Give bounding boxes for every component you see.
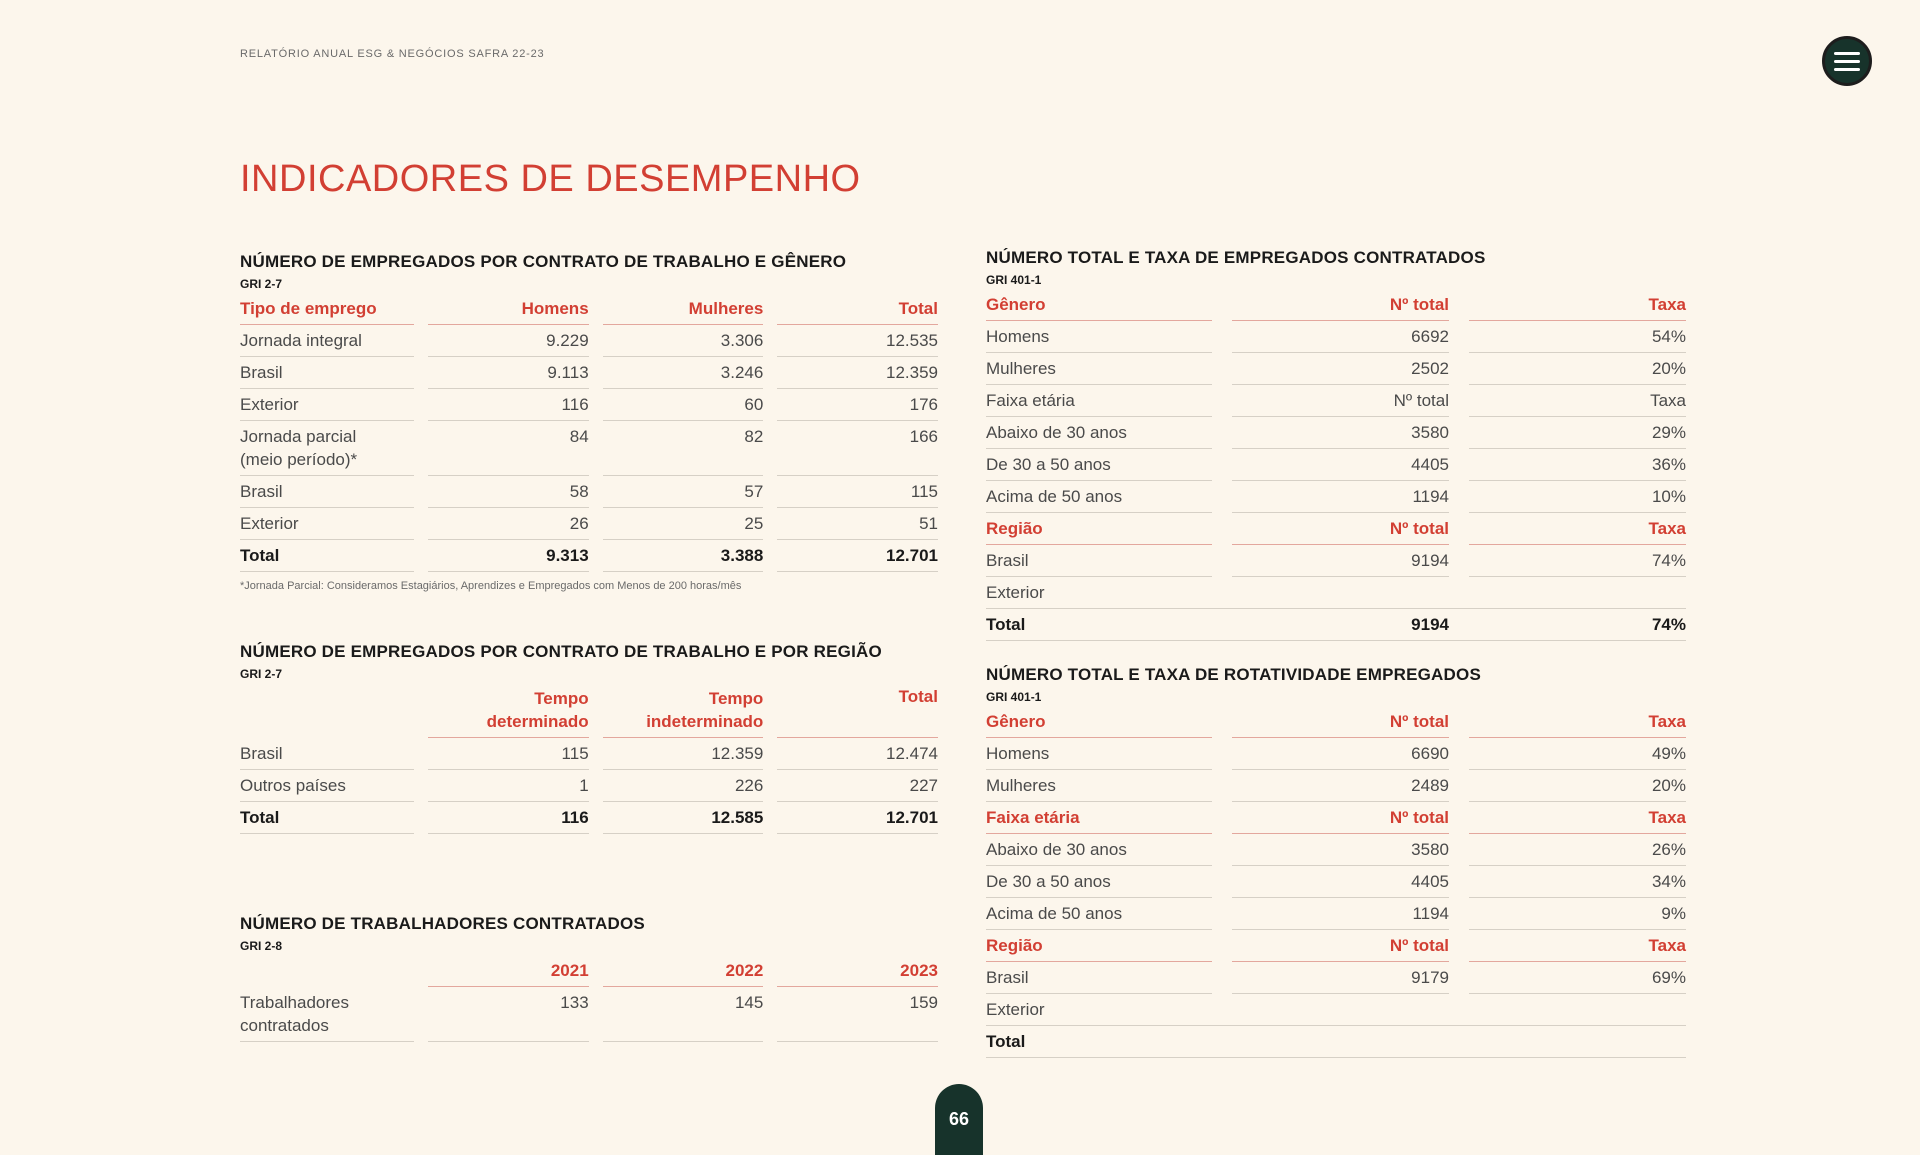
table-row (240, 357, 938, 389)
table-row (986, 834, 1686, 866)
cell: Região (986, 513, 1212, 545)
table-row (986, 449, 1686, 481)
cell: 145 (603, 987, 764, 1042)
cell: Brasil (240, 738, 414, 770)
table-row (240, 770, 938, 802)
cell: Nº total (1232, 385, 1449, 417)
cell: 1194 (1232, 481, 1449, 513)
cell: 3580 (1232, 417, 1449, 449)
cell: Total (986, 609, 1212, 641)
cell: Homens (986, 321, 1212, 353)
table-header-row (240, 295, 938, 325)
table-row (986, 577, 1686, 609)
table-row (986, 898, 1686, 930)
column-header (240, 957, 414, 987)
cell: 1 (428, 770, 589, 802)
column-header: Nº total (1232, 708, 1449, 738)
table-row (240, 389, 938, 421)
cell: 3580 (1232, 834, 1449, 866)
cell: 60 (603, 389, 764, 421)
table-row (240, 987, 938, 1042)
cell: De 30 a 50 anos (986, 449, 1212, 481)
table-title: NÚMERO TOTAL E TAXA DE ROTATIVIDADE EMPREGADOS (986, 665, 1481, 684)
table-header-row (986, 708, 1686, 738)
cell: 2502 (1232, 353, 1449, 385)
table-employees-by-contract-region (240, 642, 938, 834)
cell: 9194 (1232, 545, 1449, 577)
cell: 6690 (1232, 738, 1449, 770)
cell: 84 (428, 421, 589, 476)
cell: 2489 (1232, 770, 1449, 802)
cell: 69% (1469, 962, 1686, 994)
cell: 115 (428, 738, 589, 770)
cell: Total (240, 802, 414, 834)
cell: Taxa (1469, 802, 1686, 834)
table-row (986, 321, 1686, 353)
cell: Faixa etária (986, 802, 1212, 834)
cell: 82 (603, 421, 764, 476)
column-header: Total (777, 685, 938, 738)
cell: 58 (428, 476, 589, 508)
data-table (986, 291, 1686, 641)
column-header: Mulheres (603, 295, 764, 325)
cell: De 30 a 50 anos (986, 866, 1212, 898)
table-row (986, 866, 1686, 898)
table-title: NÚMERO TOTAL E TAXA DE EMPREGADOS CONTRATADOS (986, 248, 1486, 267)
cell: 12.359 (603, 738, 764, 770)
cell: Exterior (240, 508, 414, 540)
cell: 12.359 (777, 357, 938, 389)
cell: 9.113 (428, 357, 589, 389)
cell: Exterior (986, 577, 1212, 609)
table-total-row (986, 609, 1686, 641)
column-header: 2021 (428, 957, 589, 987)
cell: 227 (777, 770, 938, 802)
cell: 159 (777, 987, 938, 1042)
cell: Brasil (240, 357, 414, 389)
table-title: NÚMERO DE EMPREGADOS POR CONTRATO DE TRABALHO E POR REGIÃO (240, 642, 882, 661)
cell: Mulheres (986, 770, 1212, 802)
column-header: Nº total (1232, 291, 1449, 321)
cell: 4405 (1232, 449, 1449, 481)
gri-code: GRI 401-1 (986, 273, 1042, 287)
cell: Jornada integral (240, 325, 414, 357)
column-header: Gênero (986, 708, 1212, 738)
cell: 12.585 (603, 802, 764, 834)
table-total-row (986, 1026, 1686, 1058)
cell: Região (986, 930, 1212, 962)
cell: 26% (1469, 834, 1686, 866)
table-workers-hired (240, 914, 938, 1042)
cell: Trabalhadores contratados (240, 987, 414, 1042)
table-total-hired (986, 248, 1686, 641)
cell: Acima de 50 anos (986, 481, 1212, 513)
cell: 9% (1469, 898, 1686, 930)
table-turnover (986, 665, 1686, 1058)
cell: Homens (986, 738, 1212, 770)
cell: 133 (428, 987, 589, 1042)
cell: 1194 (1232, 898, 1449, 930)
page-number: 66 (935, 1084, 983, 1155)
cell: Mulheres (986, 353, 1212, 385)
cell: 51 (777, 508, 938, 540)
cell: Exterior (986, 994, 1212, 1026)
column-header: 2022 (603, 957, 764, 987)
table-row (986, 962, 1686, 994)
cell: 36% (1469, 449, 1686, 481)
cell: Taxa (1469, 513, 1686, 545)
table-section-row (986, 802, 1686, 834)
cell: 29% (1469, 417, 1686, 449)
column-header: 2023 (777, 957, 938, 987)
cell (1469, 577, 1686, 609)
cell: 3.246 (603, 357, 764, 389)
cell: 116 (428, 802, 589, 834)
cell: 12.474 (777, 738, 938, 770)
cell: 115 (777, 476, 938, 508)
table-header-row (986, 291, 1686, 321)
cell: 34% (1469, 866, 1686, 898)
table-row (986, 994, 1686, 1026)
gri-code: GRI 2-8 (240, 939, 283, 953)
table-row (986, 770, 1686, 802)
cell: Nº total (1232, 930, 1449, 962)
cell: 74% (1469, 545, 1686, 577)
cell: 20% (1469, 770, 1686, 802)
cell: Abaixo de 30 anos (986, 417, 1212, 449)
table-header-row (240, 685, 938, 738)
table-total-row (240, 540, 938, 572)
data-table (986, 708, 1686, 1058)
cell: Jornada parcial (meio período)* (240, 421, 414, 476)
table-row (240, 421, 938, 476)
table-employees-by-contract-gender (240, 252, 938, 592)
table-row (240, 476, 938, 508)
gri-code: GRI 2-7 (240, 277, 283, 291)
cell: Exterior (240, 389, 414, 421)
cell: 54% (1469, 321, 1686, 353)
cell: 9.229 (428, 325, 589, 357)
cell: 10% (1469, 481, 1686, 513)
table-row (986, 353, 1686, 385)
cell: Taxa (1469, 930, 1686, 962)
cell: 9194 (1232, 609, 1449, 641)
table-section-row (986, 930, 1686, 962)
table-section-row (986, 513, 1686, 545)
hamburger-menu-icon[interactable] (1822, 36, 1872, 86)
cell: Brasil (986, 545, 1212, 577)
table-header-row (240, 957, 938, 987)
page-title: INDICADORES DE DESEMPENHO (240, 158, 861, 200)
footnote: *Jornada Parcial: Consideramos Estagiários, Aprendizes e Empregados com Menos de 200 horas/mês (240, 580, 742, 592)
gri-code: GRI 2-7 (240, 667, 283, 681)
cell (1232, 994, 1449, 1026)
table-row (986, 738, 1686, 770)
cell: 12.535 (777, 325, 938, 357)
table-row (240, 508, 938, 540)
cell: 57 (603, 476, 764, 508)
table-row (986, 545, 1686, 577)
column-header: Tempo indeterminado (603, 685, 764, 738)
data-table (240, 957, 938, 1042)
cell: Acima de 50 anos (986, 898, 1212, 930)
cell (1469, 994, 1686, 1026)
column-header: Total (777, 295, 938, 325)
column-header: Homens (428, 295, 589, 325)
cell: 49% (1469, 738, 1686, 770)
cell: Abaixo de 30 anos (986, 834, 1212, 866)
table-row (986, 417, 1686, 449)
cell: 3.306 (603, 325, 764, 357)
cell: 176 (777, 389, 938, 421)
cell: 6692 (1232, 321, 1449, 353)
running-header: RELATÓRIO ANUAL ESG & NEGÓCIOS SAFRA 22-23 (240, 48, 545, 60)
cell: Total (986, 1026, 1212, 1058)
cell: Outros países (240, 770, 414, 802)
column-header: Taxa (1469, 291, 1686, 321)
column-header (240, 685, 414, 738)
cell: Nº total (1232, 513, 1449, 545)
cell: Brasil (986, 962, 1212, 994)
table-row (240, 325, 938, 357)
cell: 166 (777, 421, 938, 476)
cell: 4405 (1232, 866, 1449, 898)
cell: 12.701 (777, 802, 938, 834)
cell: 25 (603, 508, 764, 540)
column-header: Tipo de emprego (240, 295, 414, 325)
data-table (240, 685, 938, 834)
cell: 26 (428, 508, 589, 540)
cell (1232, 577, 1449, 609)
table-row (240, 738, 938, 770)
cell: Total (240, 540, 414, 572)
cell: 9179 (1232, 962, 1449, 994)
table-title: NÚMERO DE TRABALHADORES CONTRATADOS (240, 914, 645, 933)
data-table (240, 295, 938, 572)
table-title: NÚMERO DE EMPREGADOS POR CONTRATO DE TRABALHO E GÊNERO (240, 252, 847, 271)
cell: 116 (428, 389, 589, 421)
right-column (986, 248, 1686, 1058)
cell: 12.701 (777, 540, 938, 572)
cell: Faixa etária (986, 385, 1212, 417)
column-header: Tempo determinado (428, 685, 589, 738)
column-header: Gênero (986, 291, 1212, 321)
cell: Brasil (240, 476, 414, 508)
table-total-row (240, 802, 938, 834)
cell: 3.388 (603, 540, 764, 572)
cell: 226 (603, 770, 764, 802)
cell: Taxa (1469, 385, 1686, 417)
gri-code: GRI 401-1 (986, 690, 1042, 704)
cell: 74% (1469, 609, 1686, 641)
table-row (986, 481, 1686, 513)
cell: Nº total (1232, 802, 1449, 834)
table-row (986, 385, 1686, 417)
left-column (240, 252, 938, 1042)
cell (1469, 1026, 1686, 1058)
cell: 9.313 (428, 540, 589, 572)
cell (1232, 1026, 1449, 1058)
column-header: Taxa (1469, 708, 1686, 738)
cell: 20% (1469, 353, 1686, 385)
